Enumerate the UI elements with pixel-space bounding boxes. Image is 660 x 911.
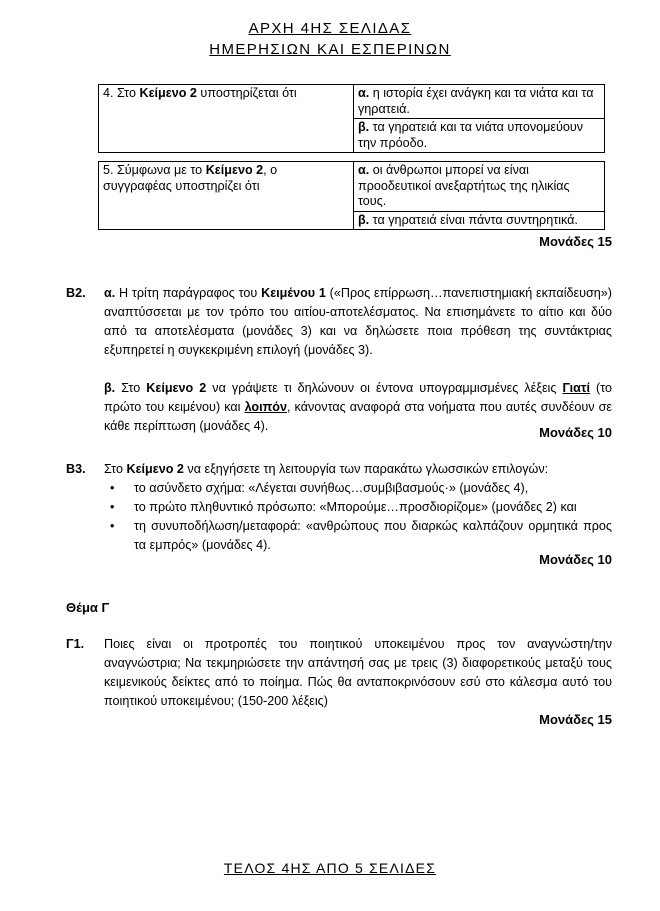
question-4-table xyxy=(98,84,605,153)
marks-b3: Μονάδες 10 xyxy=(539,552,612,567)
question-b2 xyxy=(66,284,612,436)
question-b3-label: Β3. xyxy=(66,462,86,476)
question-b3-list xyxy=(104,479,612,555)
question-5-cell: 5. Σύμφωνα με το Κείμενο 2, ο συγγραφέας υποστηρίζει ότι xyxy=(99,162,354,230)
marks-g1: Μονάδες 15 xyxy=(539,712,612,727)
question-g1-text: Ποιες είναι οι προτροπές του ποιητικού υποκειμένου προς τον αναγνώστη/την αναγνώστρια; Να τεκμηριώσετε την απάντησή σας με τρεις (3) διαφορετικούς μεταξύ τους κειμενικούς δείκτες από το ποίημα. Πώς θα ανταποκρινόσουν εσύ στο κάλεσμα αυτό του ποιητικού υποκειμένου; (150-200 λέξεις) xyxy=(104,637,612,708)
header-line-1: ΑΡΧΗ 4ΗΣ ΣΕΛΙΔΑΣ xyxy=(248,20,412,37)
question-g1-label: Γ1. xyxy=(66,637,85,651)
option-5b: β. τα γηρατειά είναι πάντα συντηρητικά. xyxy=(354,211,605,230)
page-header xyxy=(0,18,660,60)
question-b2-label: Β2. xyxy=(66,286,86,300)
question-5-table xyxy=(98,161,605,230)
question-b2-alpha: α. Η τρίτη παράγραφος του Κειμένου 1 («Προς επίρρωση…πανεπιστημιακή εκπαίδευση») αναπτύσσεται με τον τρόπο του αιτίου-αποτελέσματος. Να επισημάνετε το αίτιο και δύο από τα αποτελέσματα (μονάδες 3) και να δηλώσετε ποια πρόθεση της συντάκτριας εξυπηρετεί η συγκεκριμένη επιλογή (μονάδες 3). xyxy=(104,286,612,357)
section-title-theme-g: Θέμα Γ xyxy=(66,600,110,615)
list-item: • τη συνυποδήλωση/μεταφορά: «ανθρώπους που διαρκώς καλπάζουν ορμητικά προς τα εμπρός» (μονάδες 4). xyxy=(104,517,612,555)
question-b2-beta: β. Στο Κείμενο 2 να γράψετε τι δηλώνουν οι έντονα υπογραμμισμένες λέξεις Γιατί (το πρώτο του κειμένου) και λοιπόν, κάνοντας αναφορά στα νοήματα που αυτές συνδέουν σε κάθε περίπτωση (μονάδες 4). xyxy=(104,381,613,433)
question-4-cell: 4. Στο Κείμενο 2 υποστηρίζεται ότι xyxy=(99,85,354,153)
marks-b2: Μονάδες 10 xyxy=(539,425,612,440)
question-b3-intro: Στο Κείμενο 2 να εξηγήσετε τη λειτουργία των παρακάτω γλωσσικών επιλογών: xyxy=(104,462,549,476)
question-g1 xyxy=(66,635,612,711)
option-4b: β. τα γηρατειά και τα νιάτα υπονομεύουν την πρόοδο. xyxy=(354,119,605,153)
list-item: • το ασύνδετο σχήμα: «Λέγεται συνήθως…συμβιβασμούς·» (μονάδες 4), xyxy=(104,479,612,498)
list-item: • το πρώτο πληθυντικό πρόσωπο: «Μπορούμε…προσδιορίζομε» (μονάδες 2) και xyxy=(104,498,612,517)
question-b3 xyxy=(66,460,612,555)
header-line-2: ΗΜΕΡΗΣΙΩΝ ΚΑΙ ΕΣΠΕΡΙΝΩΝ xyxy=(209,41,451,58)
marks-b1: Μονάδες 15 xyxy=(539,234,612,249)
page-footer: ΤΕΛΟΣ 4ΗΣ ΑΠΟ 5 ΣΕΛΙΔΕΣ xyxy=(223,860,437,876)
option-4a: α. η ιστορία έχει ανάγκη και τα νιάτα και τα γηρατειά. xyxy=(354,85,605,119)
option-5a: α. οι άνθρωποι μπορεί να είναι προοδευτικοί ανεξαρτήτως της ηλικίας τους. xyxy=(354,162,605,212)
